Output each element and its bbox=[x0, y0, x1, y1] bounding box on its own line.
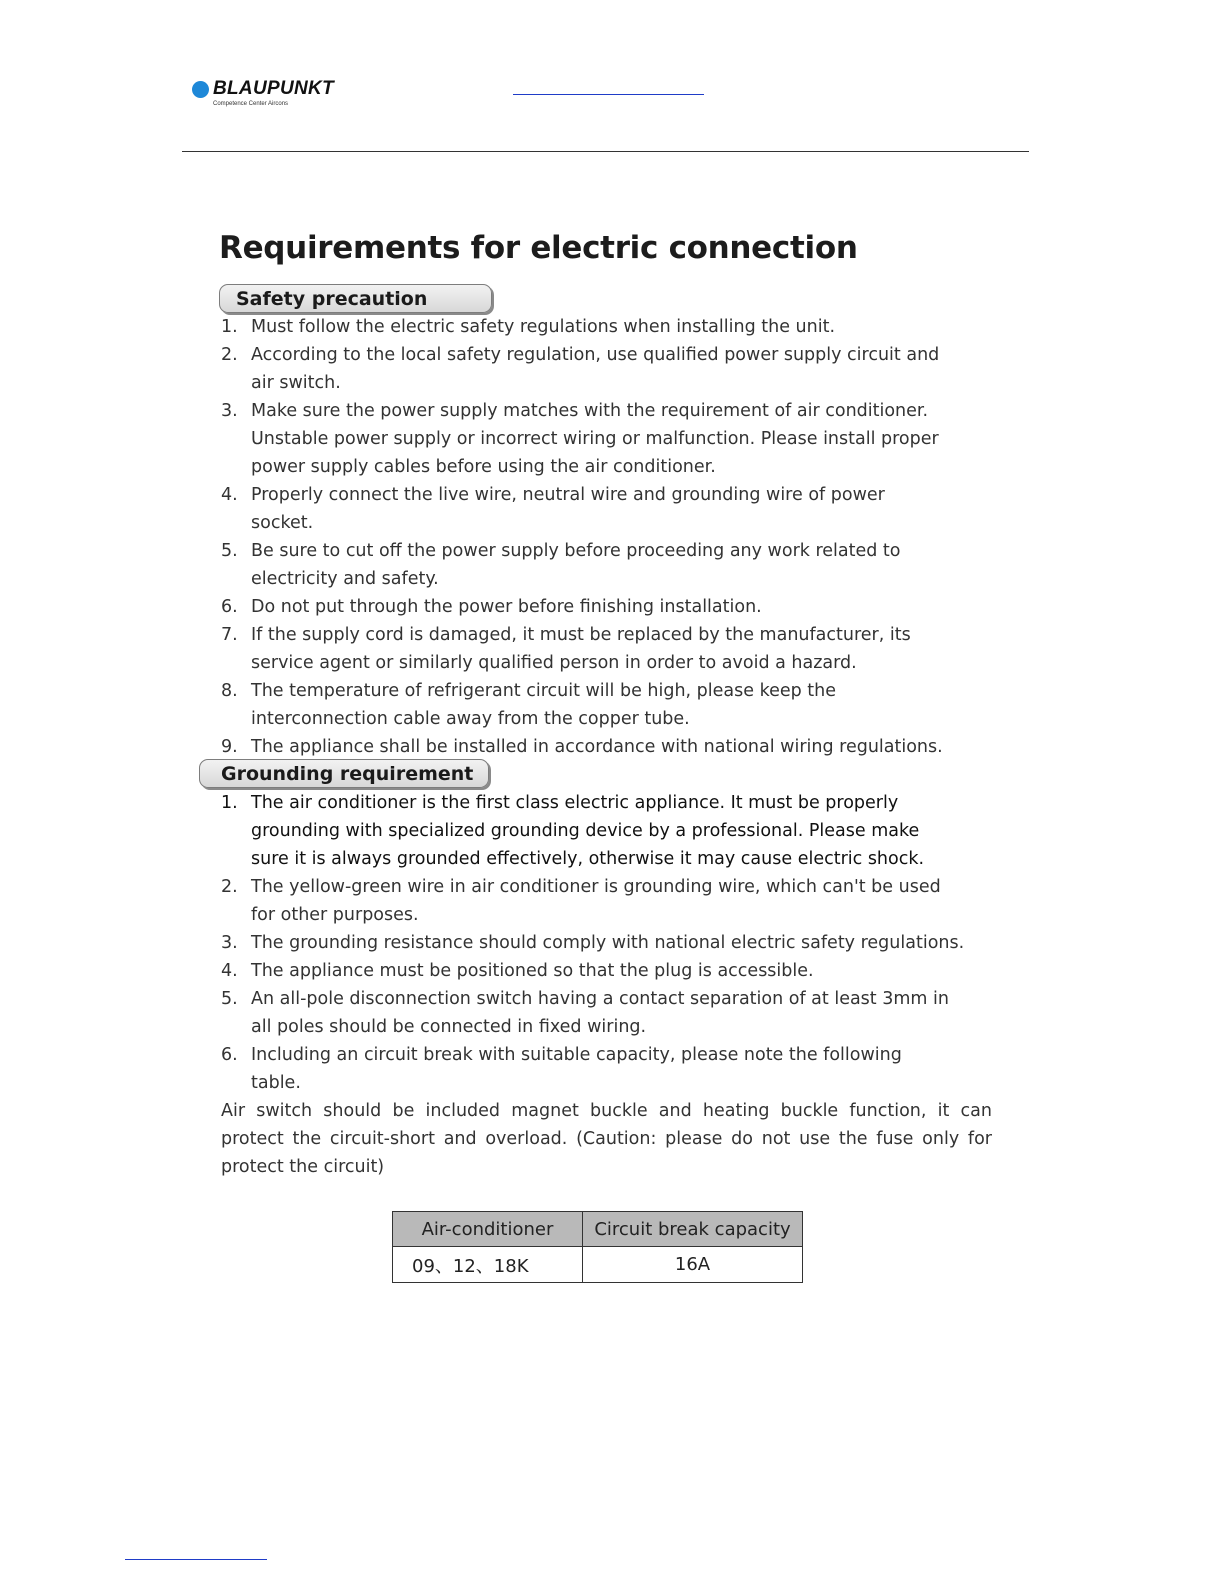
item-text: Must follow the electric safety regulations when installing the unit. bbox=[251, 317, 836, 337]
list-item bbox=[221, 397, 943, 481]
item-text: The air conditioner is the first class electric appliance. It must be properly grounding with specialized grounding device by a professional. Please make sure it is always grounded effectively, otherwise it may cause electric shock. bbox=[251, 793, 925, 869]
table-cell-capacity: 16A bbox=[583, 1247, 803, 1283]
page-title: Requirements for electric connection bbox=[219, 230, 858, 266]
item-text: The grounding resistance should comply with national electric safety regulations. bbox=[251, 933, 965, 953]
item-text: The appliance must be positioned so that the plug is accessible. bbox=[251, 961, 814, 981]
item-text: If the supply cord is damaged, it must be replaced by the manufacturer, its service agent or similarly qualified person in order to avoid a hazard. bbox=[251, 625, 911, 673]
item-number: 8. bbox=[221, 681, 238, 701]
item-number: 6. bbox=[221, 597, 238, 617]
column-header-circuit-break-capacity: Circuit break capacity bbox=[583, 1212, 803, 1247]
safety-precaution-list bbox=[221, 313, 943, 761]
list-item bbox=[221, 341, 943, 397]
item-text: Do not put through the power before finishing installation. bbox=[251, 597, 762, 617]
table-header-row bbox=[393, 1212, 803, 1247]
logo-dot-icon bbox=[192, 81, 209, 98]
list-item bbox=[221, 481, 943, 537]
list-item bbox=[221, 1041, 964, 1097]
item-number: 2. bbox=[221, 345, 238, 365]
list-item bbox=[221, 985, 964, 1041]
list-item bbox=[221, 789, 964, 873]
item-number: 4. bbox=[221, 485, 238, 505]
list-item bbox=[221, 313, 943, 341]
brand-logo bbox=[192, 79, 334, 108]
header-divider bbox=[182, 151, 1029, 152]
item-number: 3. bbox=[221, 933, 238, 953]
item-text: The appliance shall be installed in accordance with national wiring regulations. bbox=[251, 737, 943, 757]
circuit-break-table bbox=[392, 1211, 803, 1283]
item-text: The temperature of refrigerant circuit will be high, please keep the interconnection cable away from the copper tube. bbox=[251, 681, 837, 729]
list-item bbox=[221, 537, 943, 593]
header-link-underline[interactable] bbox=[513, 94, 704, 95]
item-number: 6. bbox=[221, 1045, 238, 1065]
footer-link-underline[interactable] bbox=[125, 1559, 267, 1560]
item-number: 5. bbox=[221, 541, 238, 561]
table-row bbox=[393, 1247, 803, 1283]
item-text: Properly connect the live wire, neutral wire and grounding wire of power socket. bbox=[251, 485, 885, 533]
list-item bbox=[221, 733, 943, 761]
item-text: Be sure to cut off the power supply before proceeding any work related to electricity and safety. bbox=[251, 541, 901, 589]
list-item bbox=[221, 677, 943, 733]
list-item bbox=[221, 593, 943, 621]
column-header-air-conditioner: Air-conditioner bbox=[393, 1212, 583, 1247]
item-text: The yellow-green wire in air conditioner is grounding wire, which can't be used for other purposes. bbox=[251, 877, 941, 925]
list-item bbox=[221, 873, 964, 929]
item-number: 7. bbox=[221, 625, 238, 645]
list-item bbox=[221, 621, 943, 677]
item-text: According to the local safety regulation, use qualified power supply circuit and air switch. bbox=[251, 345, 940, 393]
item-number: 1. bbox=[221, 793, 238, 813]
logo-wordmark: BLAUPUNKT bbox=[213, 78, 334, 99]
section-heading-grounding: Grounding requirement bbox=[199, 759, 489, 788]
item-number: 2. bbox=[221, 877, 238, 897]
air-switch-note: Air switch should be included magnet buckle and heating buckle function, it can protect the circuit-short and overload. (Caution: please do not use the fuse only for protect the circuit) bbox=[221, 1101, 992, 1177]
item-text: Including an circuit break with suitable capacity, please note the following table. bbox=[251, 1045, 902, 1093]
grounding-requirement-list bbox=[221, 789, 964, 1097]
table-cell-model: 09、12、18K bbox=[393, 1247, 583, 1283]
logo-subtitle: Competence Center Aircons bbox=[213, 101, 289, 107]
item-number: 4. bbox=[221, 961, 238, 981]
item-text: An all-pole disconnection switch having a contact separation of at least 3mm in all poles should be connected in fixed wiring. bbox=[251, 989, 949, 1037]
item-number: 1. bbox=[221, 317, 238, 337]
item-number: 9. bbox=[221, 737, 238, 757]
section-heading-safety: Safety precaution bbox=[219, 284, 492, 313]
list-item bbox=[221, 929, 964, 957]
list-item bbox=[221, 957, 964, 985]
item-number: 5. bbox=[221, 989, 238, 1009]
item-text: Make sure the power supply matches with the requirement of air conditioner. Unstable power supply or incorrect wiring or malfunction. Please install proper power supply cables before using the air conditioner. bbox=[251, 401, 939, 477]
item-number: 3. bbox=[221, 401, 238, 421]
